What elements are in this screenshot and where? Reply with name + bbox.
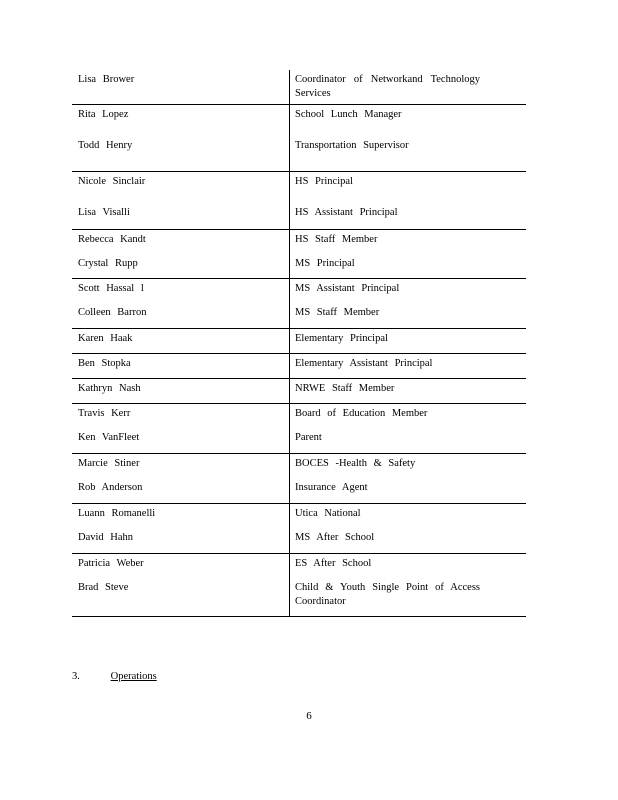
- person-role: MS After School: [295, 532, 375, 543]
- name-cell: [72, 354, 290, 378]
- person-role: BOCES -Health & Safety: [295, 458, 416, 469]
- table-row: [72, 229, 526, 278]
- table-row: [72, 278, 526, 328]
- person-role: Utica National: [295, 508, 361, 519]
- person-name: Patricia Weber: [78, 558, 144, 569]
- person-role: HS Assistant Principal: [295, 207, 398, 218]
- person-name: Ben Stopka: [78, 358, 131, 369]
- person-name: Brad Steve: [78, 582, 129, 593]
- person-name: Lisa Visalli: [78, 207, 130, 218]
- person-role: Board of Education Member: [295, 408, 428, 419]
- person-role: Elementary Assistant Principal: [295, 358, 433, 369]
- person-role: ES After School: [295, 558, 372, 569]
- person-role: Insurance Agent: [295, 482, 368, 493]
- person-name: Rebecca Kandt: [78, 234, 146, 245]
- name-cell: [72, 404, 290, 453]
- person-name: Luann Romanelli: [78, 508, 156, 519]
- page-number: 6: [306, 710, 312, 722]
- name-cell: [72, 172, 290, 229]
- table-row: [72, 353, 526, 378]
- name-cell: [72, 379, 290, 403]
- role-cell: [290, 404, 526, 453]
- table-row: [72, 70, 526, 104]
- person-role: Transportation Supervisor: [295, 140, 409, 151]
- person-role: HS Staff Member: [295, 234, 378, 245]
- name-cell: [72, 329, 290, 353]
- name-cell: [72, 504, 290, 553]
- person-role: Coordinator: [295, 596, 346, 607]
- person-name: Karen Haak: [78, 333, 133, 344]
- name-cell: [72, 70, 290, 104]
- role-cell: [290, 554, 526, 616]
- role-cell: [290, 105, 526, 171]
- table-row: [72, 171, 526, 229]
- person-role: Elementary Principal: [295, 333, 388, 344]
- section-heading: [72, 671, 167, 682]
- section-number: 3.: [72, 671, 80, 682]
- table-row: [72, 378, 526, 403]
- person-role: HS Principal: [295, 176, 353, 187]
- person-role: Coordinator of Networkand Technology: [295, 74, 480, 85]
- name-cell: [72, 454, 290, 503]
- person-name: Rob Anderson: [78, 482, 143, 493]
- role-cell: [290, 504, 526, 553]
- name-cell: [72, 230, 290, 278]
- person-role: MS Staff Member: [295, 307, 380, 318]
- name-cell: [72, 554, 290, 616]
- role-cell: [290, 329, 526, 353]
- table-row: [72, 503, 526, 553]
- person-name: Rita Lopez: [78, 109, 129, 120]
- role-cell: [290, 70, 526, 104]
- role-cell: [290, 354, 526, 378]
- person-name: Nicole Sinclair: [78, 176, 146, 187]
- person-role: MS Principal: [295, 258, 355, 269]
- name-cell: [72, 279, 290, 328]
- person-role: MS Assistant Principal: [295, 283, 400, 294]
- table-row: [72, 553, 526, 616]
- role-cell: [290, 279, 526, 328]
- table-row: [72, 104, 526, 171]
- person-role: Services: [295, 88, 331, 99]
- table-row: [72, 453, 526, 503]
- person-role: Parent: [295, 432, 322, 443]
- role-cell: [290, 172, 526, 229]
- section-title: Operations: [110, 671, 157, 682]
- person-name: Ken VanFleet: [78, 432, 140, 443]
- role-cell: [290, 454, 526, 503]
- person-role: Child & Youth Single Point of Access: [295, 582, 480, 593]
- person-role: NRWE Staff Member: [295, 383, 395, 394]
- person-name: Lisa Brower: [78, 74, 135, 85]
- role-cell: [290, 230, 526, 278]
- person-name: Todd Henry: [78, 140, 133, 151]
- person-name: Kathryn Nash: [78, 383, 141, 394]
- role-cell: [290, 379, 526, 403]
- person-name: Travis Kerr: [78, 408, 131, 419]
- person-name: Scott Hassal l: [78, 283, 144, 294]
- table-row: [72, 403, 526, 453]
- contacts-table: [72, 70, 526, 617]
- person-name: David Hahn: [78, 532, 134, 543]
- person-name: Colleen Barron: [78, 307, 147, 318]
- table-row: [72, 328, 526, 353]
- person-name: Marcie Stiner: [78, 458, 140, 469]
- name-cell: [72, 105, 290, 171]
- person-role: School Lunch Manager: [295, 109, 402, 120]
- person-name: Crystal Rupp: [78, 258, 138, 269]
